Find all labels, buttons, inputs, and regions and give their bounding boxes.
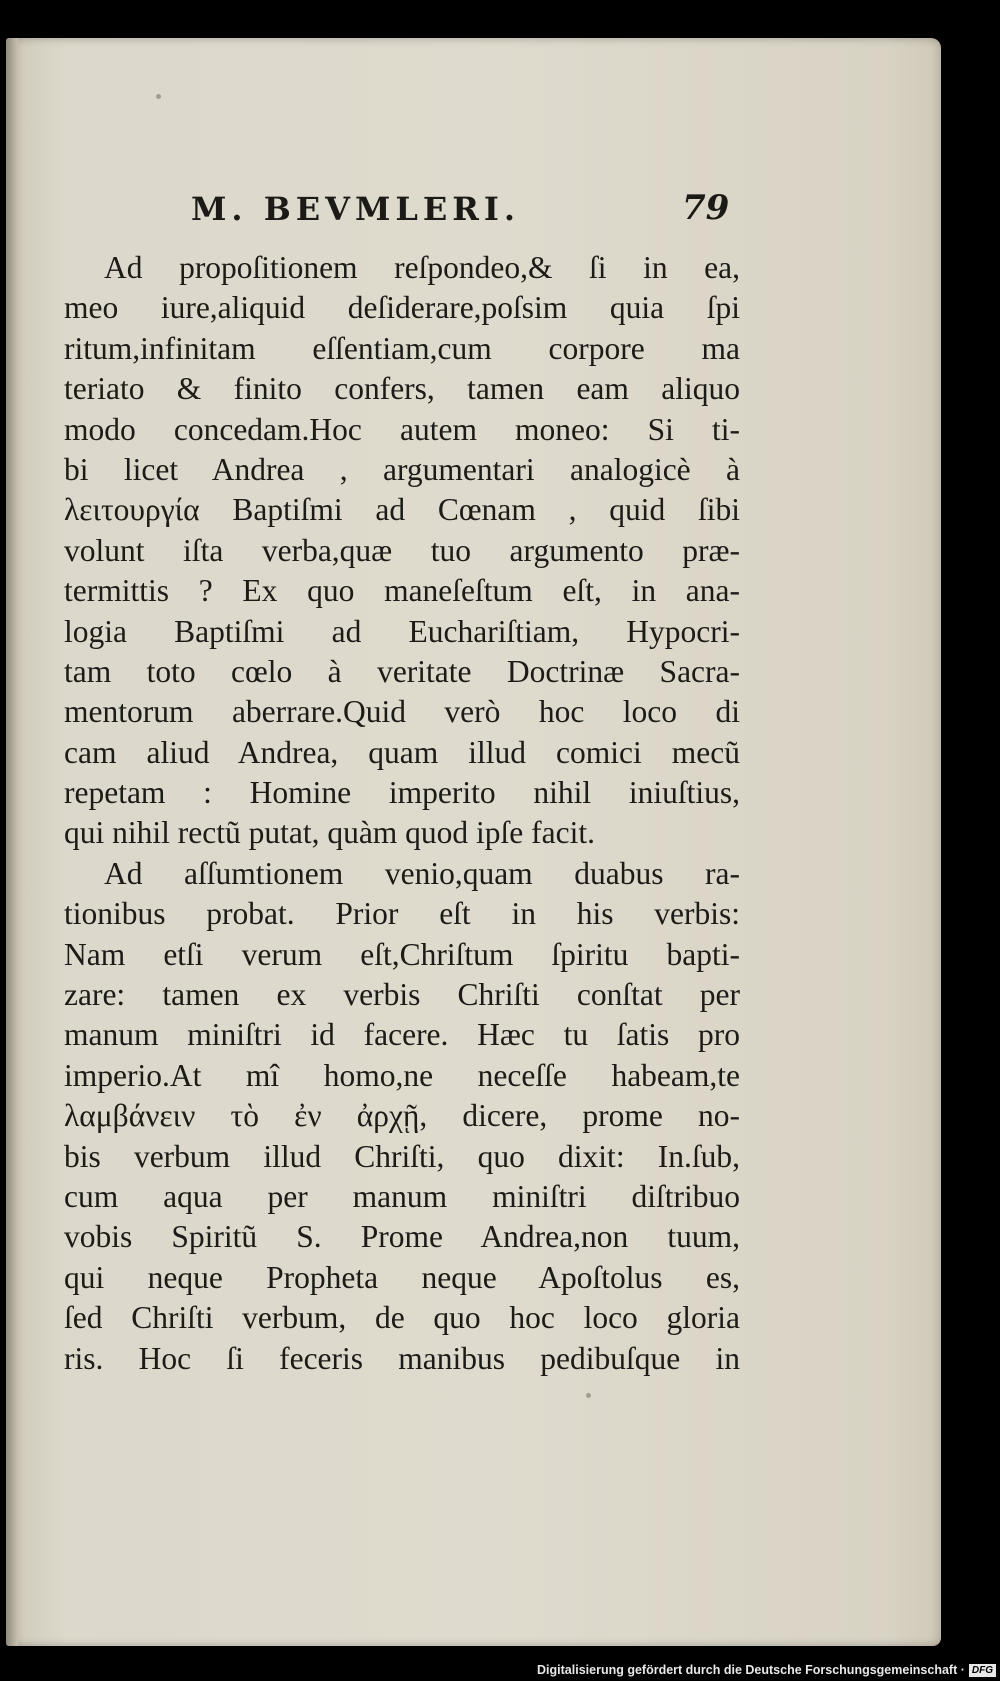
text-line: Ad aſſumtionem venio,quam duabus ra- — [104, 855, 740, 891]
text-line: Ad propoſitionem reſpondeo,& ſi in ea, — [104, 250, 740, 285]
text-line: imperio.At mî homo,ne neceſſe habeam,te — [64, 1057, 740, 1093]
text-line: λειτουργία Baptiſmi ad Cœnam , quid ſibi — [64, 492, 740, 528]
page-gutter-edge — [6, 38, 18, 1646]
text-line: termittis ? Ex quo maneſeſtum eſt, in ana- — [64, 573, 740, 609]
text-line: bis verbum illud Chriſti, quo dixit: In.ſub, — [64, 1138, 740, 1174]
text-line: cum aqua per manum miniſtri diſtribuo — [64, 1178, 740, 1214]
text-line: zare: tamen ex verbis Chriſti conſtat per — [64, 977, 740, 1013]
text-line: mentorum aberrare.Quid verò hoc loco di — [64, 694, 740, 730]
page-number: 79 — [682, 188, 730, 228]
text-line: modo concedam.Hoc autem moneo: Si ti- — [64, 411, 740, 447]
text-line: cam aliud Andrea, quam illud comici mecũ — [64, 734, 740, 770]
text-line: tionibus probat. Prior eſt in his verbis: — [64, 896, 740, 932]
text-line: logia Baptiſmi ad Euchariſtiam, Hypocri- — [64, 613, 740, 649]
text-line: ris. Hoc ſi feceris manibus pedibuſque in — [64, 1340, 740, 1376]
digitization-credit — [537, 1663, 996, 1677]
text-line: teriato & finito confers, tamen eam aliquo — [64, 371, 740, 407]
text-line: qui neque Propheta neque Apoſtolus es, — [64, 1259, 740, 1295]
paper-speck — [586, 1393, 591, 1398]
text-line: meo iure,aliquid deſiderare,poſsim quia ſpi — [64, 290, 740, 326]
text-line: tam toto cœlo à veritate Doctrinæ Sacra- — [64, 653, 740, 689]
dfg-logo: DFG — [969, 1664, 996, 1677]
paper-speck — [156, 94, 161, 99]
text-line: vobis Spiritũ S. Prome Andrea,non tuum, — [64, 1219, 740, 1255]
text-line: volunt iſta verba,quæ tuo argumento præ- — [64, 532, 740, 568]
text-line: λαμβάνειν τὸ ἐν ἀρχῇ, dicere, prome no- — [64, 1098, 740, 1134]
text-line: ſed Chriſti verbum, de quo hoc loco gloria — [64, 1300, 740, 1336]
text-line: manum miniſtri id facere. Hæc tu ſatis pro — [64, 1017, 740, 1053]
text-block — [64, 248, 740, 1379]
text-line: qui nihil rectũ putat, quàm quod ipſe facit. — [64, 815, 595, 851]
text-line: bi licet Andrea , argumentari analogicè à — [64, 451, 740, 487]
text-line: repetam : Homine imperito nihil iniuſtius, — [64, 775, 740, 811]
text-line: ritum,infinitam eſſentiam,cum corpore ma — [64, 330, 740, 366]
text-line: Nam etſi verum eſt,Chriſtum ſpiritu bapti- — [64, 936, 740, 972]
running-head: M. BEVMLERI. — [191, 190, 520, 228]
footer-credit-text: Digitalisierung gefördert durch die Deutsche Forschungsgemeinschaft · — [537, 1663, 965, 1677]
book-page — [6, 38, 941, 1646]
